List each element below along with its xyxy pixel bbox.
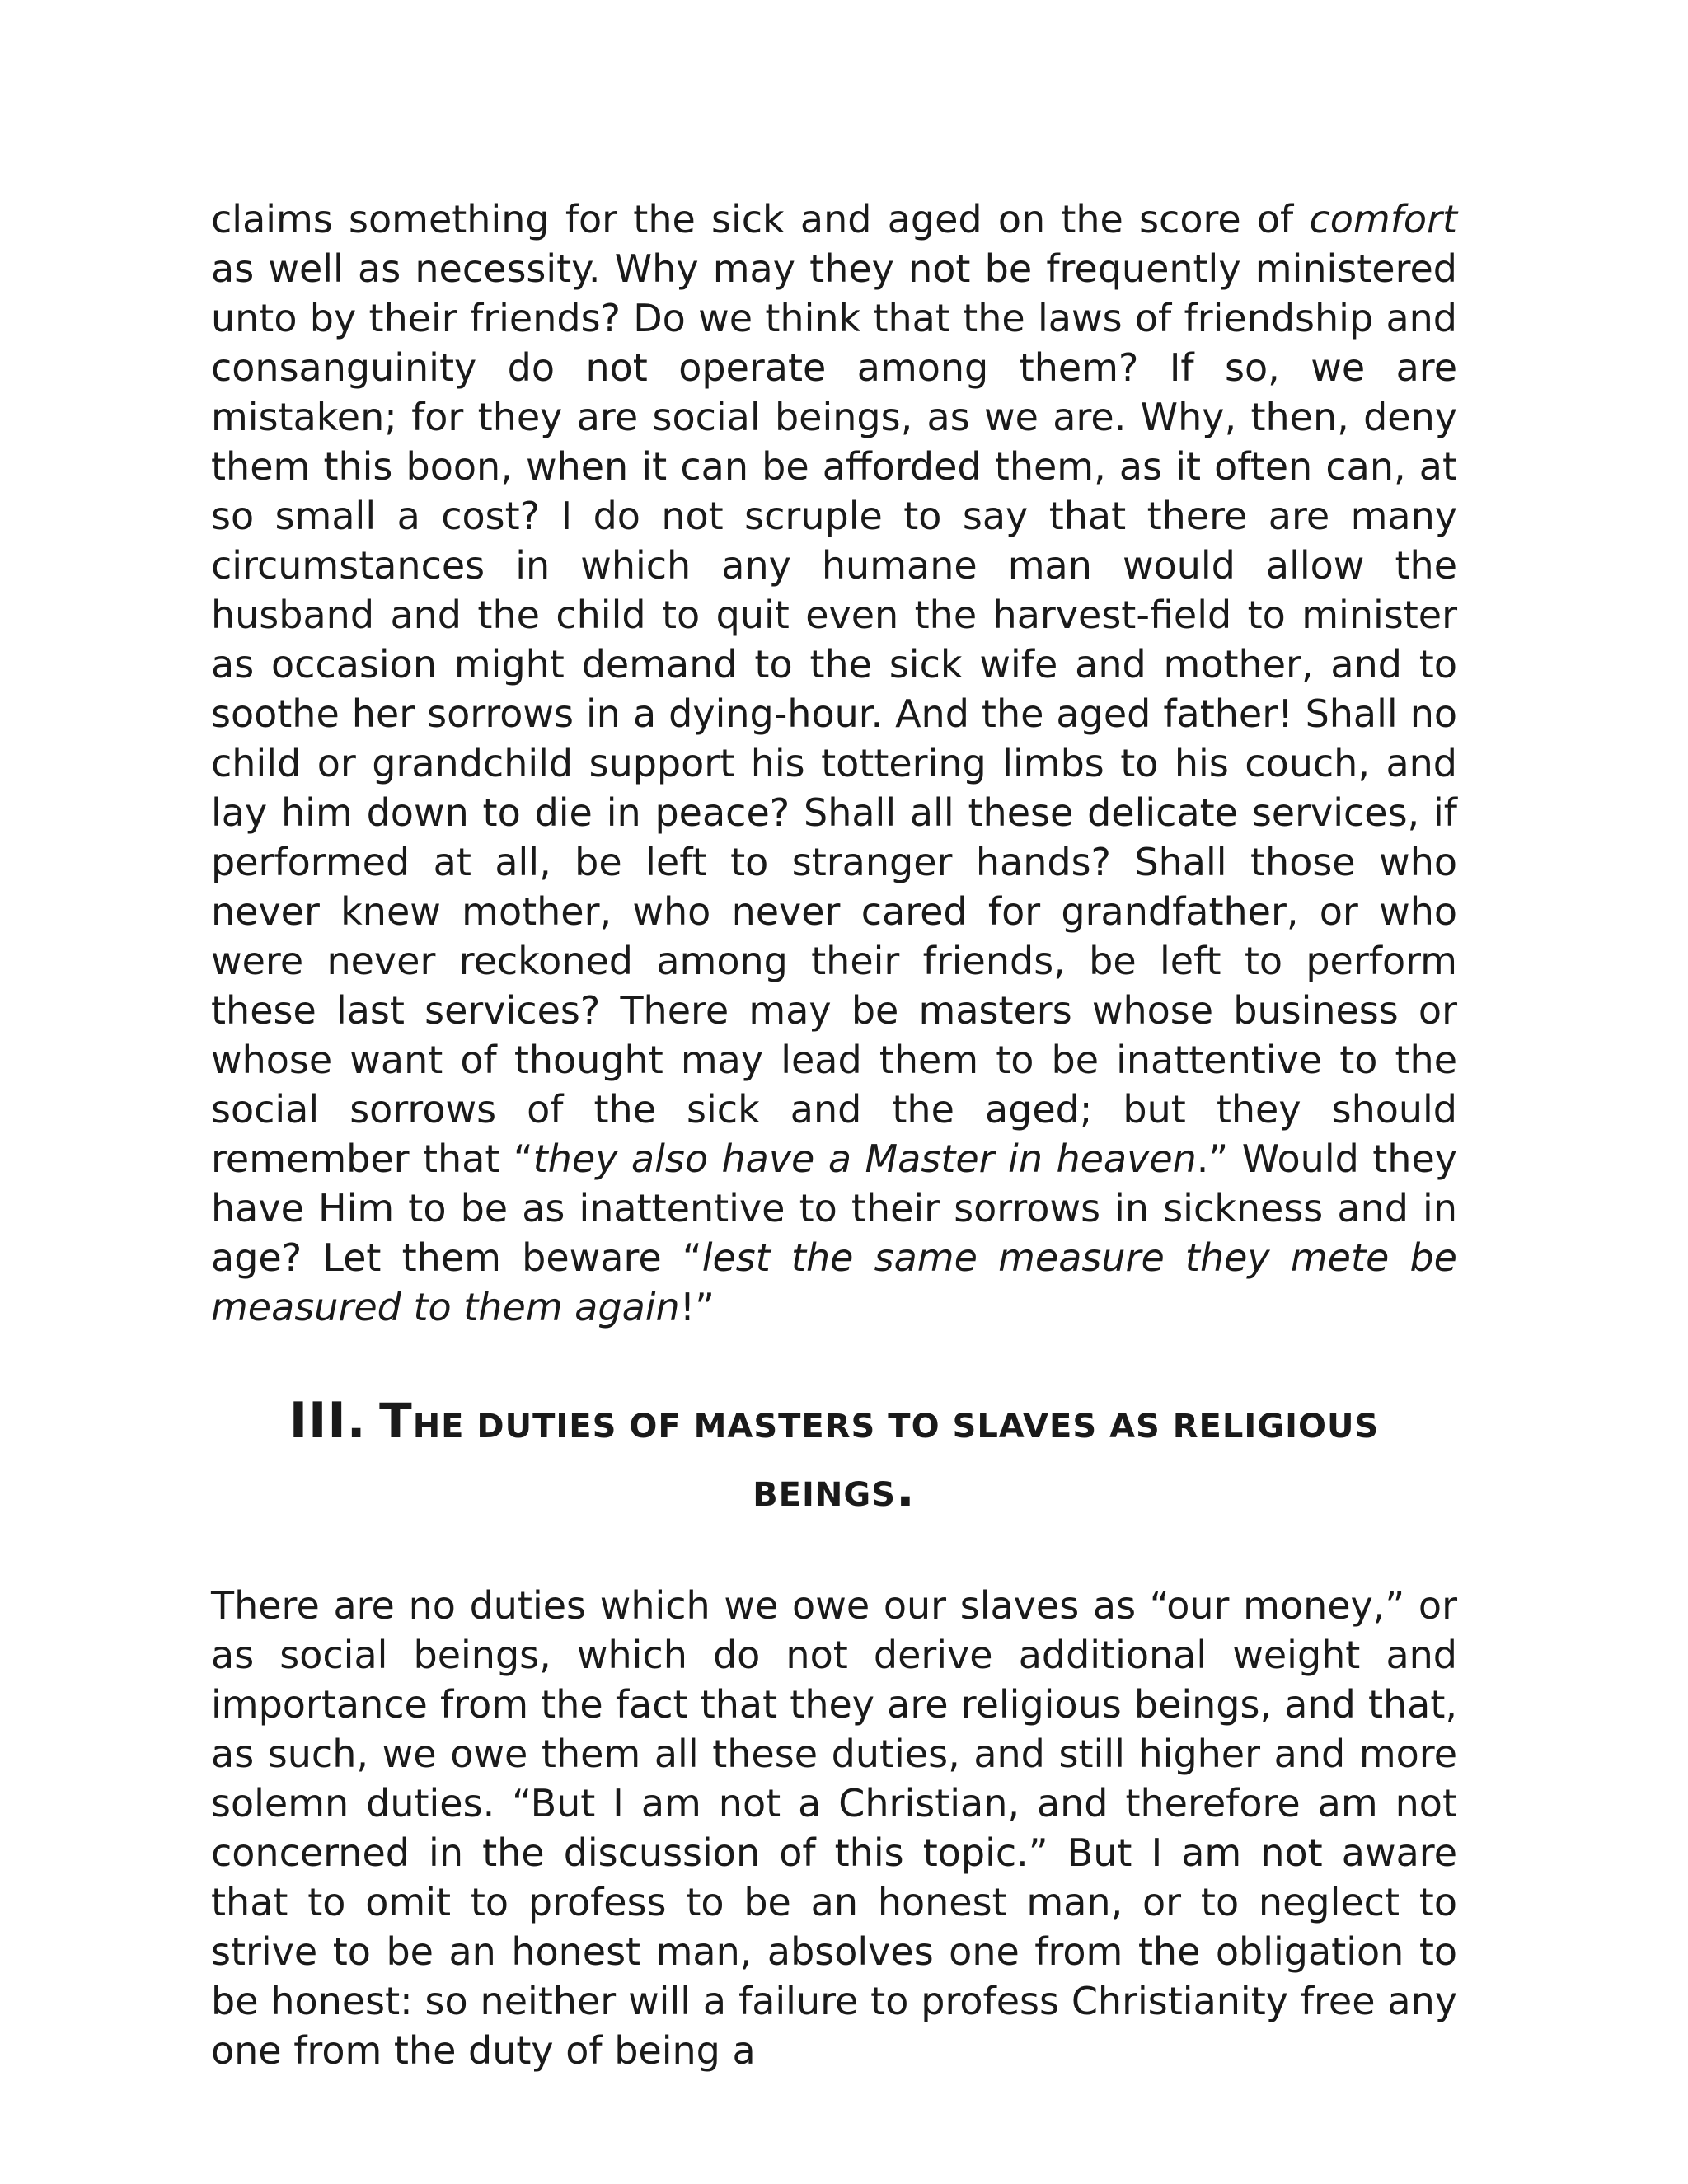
heading-initial: T [379, 1393, 413, 1449]
paragraph-text: !” [679, 1285, 715, 1329]
body-paragraph-2: There are no duties which we owe our slaves as “our money,” or as social beings, which do not derive additional weight and importance from the fact that they are religious beings, and that, as such, we owe them all these duties, and still higher and more solemn duties. “But I am not a Christian, and therefore am not concerned in the discussion of this topic.” But I am not aware that to omit to profess to be an honest man, or to neglect to strive to be an honest man, absolves one from the obligation to be honest: so neither will a failure to profess Christianity free any one from the duty of being a [211, 1583, 1457, 2073]
page-content [211, 194, 1457, 2075]
heading-title: HE DUTIES OF MASTERS TO SLAVES AS RELIGIOUS BEINGS [412, 1408, 1380, 1514]
heading-period: . [896, 1460, 916, 1518]
italic-emphasis: comfort [1309, 197, 1457, 241]
body-paragraph-1 [211, 194, 1457, 1332]
section-number: III. [288, 1392, 367, 1450]
paragraph-text: as well as necessity. Why may they not be frequently ministered unto by their friends? Do we think that the laws of friendship and consanguinity do not operate among them? If so, we are mistaken; for they are social beings, as we are. Why, then, deny them this boon, when it can be afforded them, as it often can, at so small a cost? I do not scruple to say that there are many circumstances in which any humane man would allow the husband and the child to quit even the harvest-field to minister as occasion might demand to the sick wife and mother, and to soothe her sorrows in a dying-hour. And the aged father! Shall no child or grandchild support his tottering limbs to his couch, and lay him down to die in peace? Shall all these delicate services, if performed at all, be left to stranger hands? Shall those who never knew mother, who never cared for grandfather, or who were never reckoned among their friends, be left to perform these last services? There may be masters whose business or whose want of thought may lead them to be inattentive to the social sorrows of the sick and the aged; but they should remember that “ [211, 246, 1457, 1181]
paragraph-text: claims something for the sick and aged on the score of [211, 197, 1310, 241]
section-heading [211, 1390, 1457, 1526]
italic-quotation: lest the same measure they mete be measured to them again [211, 1235, 1457, 1329]
paragraph-text: .” Would they have Him to be as inattentive to their sorrows in sickness and in age? Let them beware “ [211, 1137, 1457, 1280]
italic-quotation: they also have a Master in heaven [532, 1137, 1197, 1181]
